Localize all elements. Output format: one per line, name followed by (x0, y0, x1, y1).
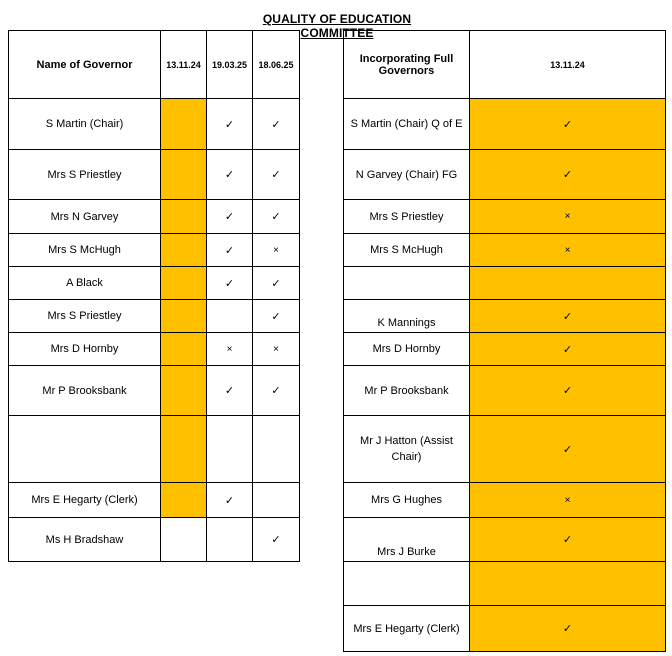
table-row (344, 333, 666, 366)
table-row (9, 267, 300, 300)
attendance-cell (161, 483, 207, 518)
attendance-cell: ✓ (253, 366, 300, 416)
header-incorporating-full-governors: Incorporating Full Governors (344, 31, 470, 99)
header-date: 13.11.24 (470, 31, 666, 99)
governor-name: Ms H Bradshaw (9, 518, 161, 562)
governor-name: Mrs J Burke (344, 518, 470, 562)
attendance-cell: ✓ (470, 606, 666, 652)
table-row (9, 99, 300, 150)
attendance-cell (161, 416, 207, 483)
attendance-cell: × (207, 333, 253, 366)
attendance-cell (470, 562, 666, 606)
governor-name: Mrs E Hegarty (Clerk) (9, 483, 161, 518)
governor-name (344, 267, 470, 300)
governor-name: Mrs G Hughes (344, 483, 470, 518)
governor-name: Mrs S McHugh (344, 234, 470, 267)
attendance-cell: ✓ (253, 99, 300, 150)
attendance-cell (207, 300, 253, 333)
attendance-cell (161, 99, 207, 150)
attendance-cell: ✓ (253, 300, 300, 333)
attendance-cell: ✓ (207, 150, 253, 200)
attendance-cell (161, 234, 207, 267)
attendance-cell: ✓ (470, 99, 666, 150)
attendance-cell: ✓ (470, 366, 666, 416)
table-row (344, 234, 666, 267)
attendance-cell: × (470, 234, 666, 267)
governor-name: Mr P Brooksbank (344, 366, 470, 416)
table-row (344, 562, 666, 606)
table-row (344, 416, 666, 483)
attendance-cell: × (253, 333, 300, 366)
attendance-cell: ✓ (253, 150, 300, 200)
attendance-cell: ✓ (207, 267, 253, 300)
attendance-cell: ✓ (470, 518, 666, 562)
header-date: 19.03.25 (207, 31, 253, 99)
attendance-cell: ✓ (253, 267, 300, 300)
governor-name: Mrs S McHugh (9, 234, 161, 267)
header-date: 13.11.24 (161, 31, 207, 99)
attendance-cell (161, 333, 207, 366)
table-row (9, 234, 300, 267)
attendance-cell: ✓ (207, 366, 253, 416)
governor-name (344, 562, 470, 606)
table-row (9, 518, 300, 562)
attendance-cell: ✓ (253, 518, 300, 562)
attendance-table-full-governors (343, 30, 666, 652)
attendance-cell: × (470, 200, 666, 234)
attendance-cell: ✓ (470, 416, 666, 483)
attendance-cell (470, 267, 666, 300)
table-row (344, 267, 666, 300)
table-row (9, 483, 300, 518)
governor-name: Mrs S Priestley (344, 200, 470, 234)
header-row (9, 31, 300, 99)
attendance-cell (207, 518, 253, 562)
table-row (9, 200, 300, 234)
attendance-cell (161, 366, 207, 416)
attendance-cell: ✓ (207, 200, 253, 234)
table-row (344, 606, 666, 652)
governor-name: K Mannings (344, 300, 470, 333)
attendance-cell: ✓ (207, 99, 253, 150)
governor-name (9, 416, 161, 483)
attendance-cell: ✓ (253, 200, 300, 234)
table-row (9, 150, 300, 200)
table-row (344, 483, 666, 518)
attendance-cell: ✓ (207, 483, 253, 518)
table-row (344, 366, 666, 416)
governor-name: Mr P Brooksbank (9, 366, 161, 416)
table-row (344, 300, 666, 333)
governor-name: Mrs D Hornby (9, 333, 161, 366)
attendance-cell: ✓ (207, 234, 253, 267)
attendance-cell: × (253, 234, 300, 267)
header-name-of-governor: Name of Governor (9, 31, 161, 99)
attendance-cell: ✓ (470, 300, 666, 333)
attendance-cell (161, 267, 207, 300)
page-title: QUALITY OF EDUCATION COMMITTEE (262, 12, 412, 40)
table-row (344, 99, 666, 150)
governor-name: Mrs N Garvey (9, 200, 161, 234)
governor-name: Mrs S Priestley (9, 300, 161, 333)
attendance-cell (161, 518, 207, 562)
governor-name: A Black (9, 267, 161, 300)
governor-name: S Martin (Chair) (9, 99, 161, 150)
table-row (9, 416, 300, 483)
governor-name: Mrs S Priestley (9, 150, 161, 200)
attendance-cell (253, 416, 300, 483)
attendance-cell (253, 483, 300, 518)
attendance-cell (161, 300, 207, 333)
attendance-cell (161, 200, 207, 234)
governor-name: S Martin (Chair) Q of E (344, 99, 470, 150)
attendance-cell: × (470, 483, 666, 518)
table-row (344, 150, 666, 200)
governor-name: Mrs E Hegarty (Clerk) (344, 606, 470, 652)
header-row (344, 31, 666, 99)
attendance-table-committee (8, 30, 300, 562)
table-row (9, 300, 300, 333)
governor-name: Mrs D Hornby (344, 333, 470, 366)
table-row (344, 200, 666, 234)
governor-name: N Garvey (Chair) FG (344, 150, 470, 200)
table-row (9, 333, 300, 366)
attendance-cell: ✓ (470, 333, 666, 366)
table-row (344, 518, 666, 562)
table-row (9, 366, 300, 416)
governor-name: Mr J Hatton (Assist Chair) (344, 416, 470, 483)
attendance-cell: ✓ (470, 150, 666, 200)
header-date: 18.06.25 (253, 31, 300, 99)
attendance-cell (207, 416, 253, 483)
attendance-cell (161, 150, 207, 200)
